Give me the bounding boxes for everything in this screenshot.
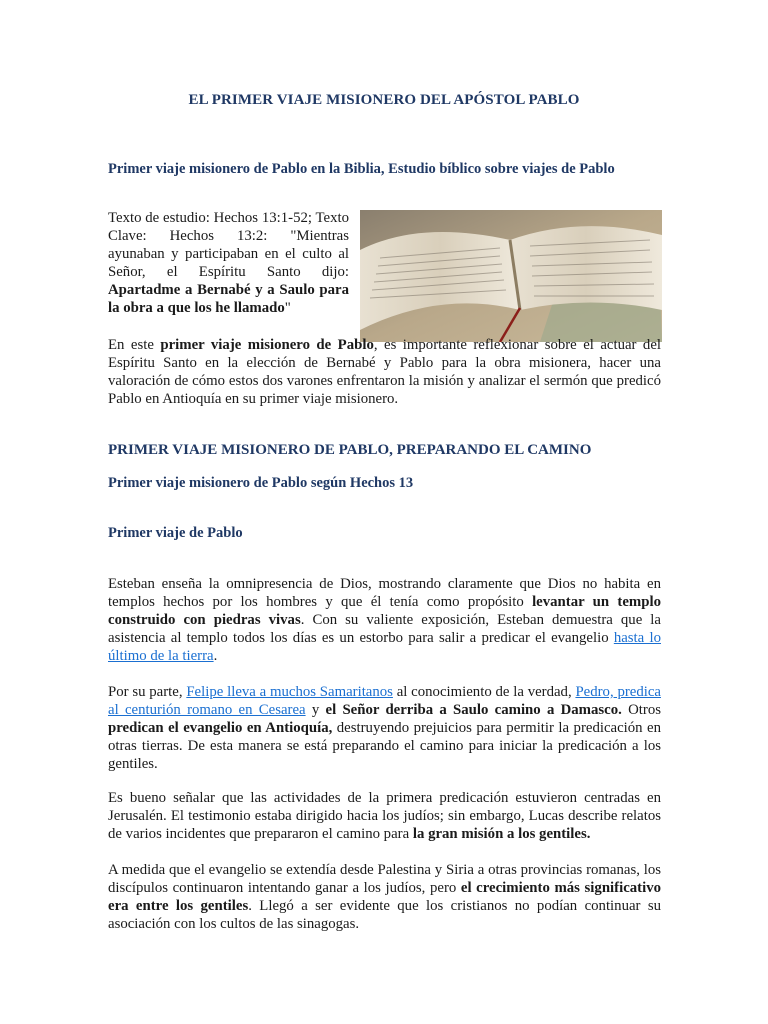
p4-text-a: Es bueno señalar que las actividades de la primera predicación estuvieron centradas en Jerusalén. El testimonio estaba dirigido hacia los judíos; sin embargo, Lucas describe relatos de varios incidentes que prepararon el camino para — [108, 790, 661, 842]
intro-text: Texto de estudio: Hechos 13:1-52; Texto Clave: Hechos 13:2: "Mientras ayunaban y participaban en el culto al Señor, el Espíritu Santo dijo: — [108, 210, 349, 280]
paragraph-intro-reflection — [108, 336, 661, 408]
paragraph-jerusalen — [108, 789, 661, 843]
p3-text-b: al conocimiento de la verdad, — [392, 684, 576, 700]
p2-bold: levantar un templo construido con piedras vivas — [108, 594, 661, 628]
document-subtitle: Primer viaje misionero de Pablo en la Biblia, Estudio bíblico sobre viajes de Pablo — [108, 161, 615, 177]
link-hasta-lo-ultimo[interactable]: hasta lo último de la tierra — [108, 630, 661, 664]
p2-text-c: . — [213, 648, 218, 664]
p3-text-d: Otros — [621, 702, 661, 718]
p4-bold: la gran misión a los gentiles. — [412, 826, 591, 842]
p5-text-b: . Llegó a ser evidente que los cristianos no podían continuar su asociación con los cultos de las sinagogas. — [108, 898, 661, 932]
p2-text-b: . Con su valiente exposición, Esteban demuestra que la asistencia al templo todos los días es un estorbo para salir a predicar el evangelio — [108, 612, 661, 646]
link-felipe-samaritanos[interactable]: Felipe lleva a muchos Samaritanos — [186, 684, 393, 700]
document-title: EL PRIMER VIAJE MISIONERO DEL APÓSTOL PABLO — [188, 92, 580, 108]
link-pedro-cesarea[interactable]: Pedro, predica al centurión romano en Cesarea — [108, 684, 661, 718]
section-heading: PRIMER VIAJE MISIONERO DE PABLO, PREPARANDO EL CAMINO — [108, 442, 592, 458]
p1-text-b: , es importante reflexionar sobre el actuar del Espíritu Santo en la elección de Bernabé y Pablo para la obra misionera, hacer una valoración de cómo estos dos varones enfrentaron la misión y analizar el sermón que predicó Pablo en Antioquía en su primer viaje misionero. — [108, 337, 662, 407]
p3-bold-a: el Señor derriba a Saulo camino a Damasco. — [325, 702, 622, 718]
open-bible-illustration — [360, 210, 662, 342]
p5-bold: el crecimiento más significativo era entre los gentiles — [108, 880, 661, 914]
p3-bold-b: predican el evangelio en Antioquía, — [108, 720, 333, 736]
intro-quote-close: " — [284, 300, 291, 316]
p3-text-c: y — [305, 702, 326, 718]
paragraph-esteban — [108, 575, 661, 665]
p2-text-a: Esteban enseña la omnipresencia de Dios, mostrando claramente que Dios no habita en templos hechos por los hombres y que él tenía como propósito — [108, 576, 661, 610]
intro-paragraph — [108, 209, 349, 317]
intro-key-verse: Apartadme a Bernabé y a Saulo para la obra a que los he llamado — [108, 282, 349, 316]
p5-text-a: A medida que el evangelio se extendía desde Palestina y Siria a otras provincias romanas, los discípulos continuaron intentando ganar a los judíos, pero — [108, 862, 661, 896]
paragraph-gentiles — [108, 861, 661, 933]
p3-text-e: destruyendo prejuicios para permitir la predicación en otras tierras. De esta manera se está preparando el camino para iniciar la predicación a los gentiles. — [108, 720, 661, 772]
open-bible-image — [360, 210, 662, 342]
paragraph-felipe — [108, 683, 661, 773]
p1-bold: primer viaje misionero de Pablo — [160, 337, 374, 353]
p3-text-a: Por su parte, — [108, 684, 187, 700]
subsection-heading: Primer viaje misionero de Pablo según Hechos 13 — [108, 475, 414, 491]
subsection-heading-2: Primer viaje de Pablo — [108, 525, 243, 541]
p1-text-a: En este — [108, 337, 161, 353]
